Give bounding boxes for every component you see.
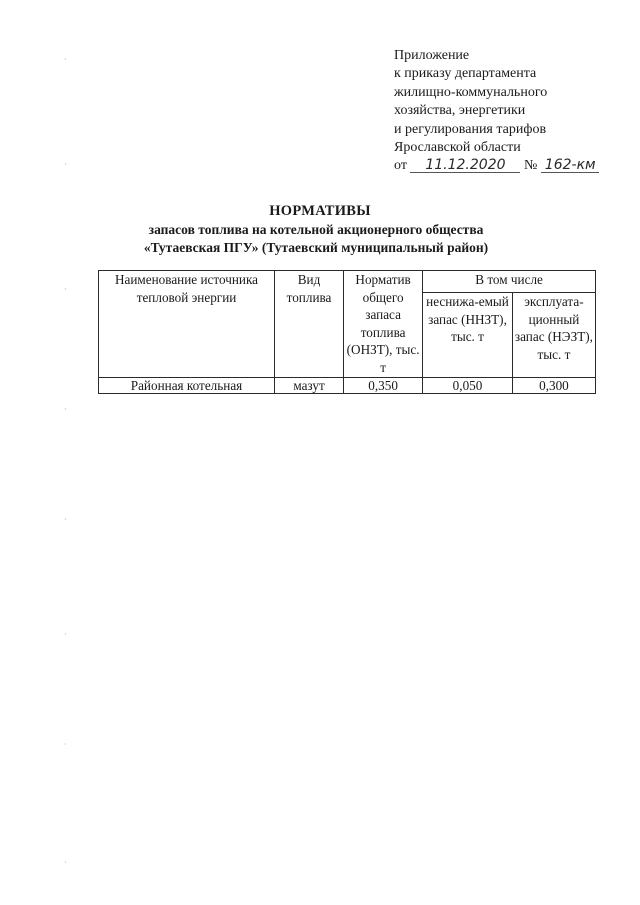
scan-speck: · <box>64 740 67 749</box>
document-title: НОРМАТИВЫ <box>269 203 371 219</box>
table-row <box>99 377 596 393</box>
cell-normative: 0,350 <box>344 377 423 393</box>
order-reference <box>394 157 634 175</box>
from-label: от <box>394 158 407 174</box>
appendix-line: Ярославской области <box>394 140 521 156</box>
header-fuel-type: Вид топлива <box>275 271 344 378</box>
scan-speck: · <box>64 285 67 294</box>
cell-fuel-type: мазут <box>275 377 344 393</box>
handwritten-number: 162-км <box>541 158 599 173</box>
cell-nnzt: 0,050 <box>423 377 513 393</box>
scan-speck: · <box>64 515 67 524</box>
header-source: Наименование источника тепловой энергии <box>99 271 275 378</box>
handwritten-date: 11.12.2020 <box>410 158 520 173</box>
appendix-line: жилищно-коммунального <box>394 84 548 100</box>
appendix-line: хозяйства, энергетики <box>394 103 526 119</box>
header-normative: Норматив общего запаса топлива (ОНЗТ), тыс. т <box>344 271 423 378</box>
header-nezt: эксплуата-ционный запас (НЭЗТ), тыс. т <box>512 293 595 378</box>
fuel-norms-table <box>98 270 596 394</box>
appendix-line: Приложение <box>394 48 470 63</box>
header-nnzt: неснижа-емый запас (ННЗТ), тыс. т <box>423 293 513 378</box>
scan-speck: · <box>64 630 67 639</box>
scan-speck: · <box>64 405 67 414</box>
header-including: В том числе <box>423 271 596 293</box>
document-subtitle-line-1: запасов топлива на котельной акционерного общества <box>148 222 484 237</box>
cell-source: Районная котельная <box>99 377 275 393</box>
appendix-block <box>394 47 634 176</box>
number-label: № <box>523 158 538 174</box>
table-header-row <box>99 271 596 293</box>
appendix-line: и регулирования тарифов <box>394 121 547 137</box>
cell-nezt: 0,300 <box>512 377 595 393</box>
appendix-line: к приказу департамента <box>394 66 537 82</box>
scan-speck: · <box>64 55 67 64</box>
scan-speck: · <box>64 160 67 169</box>
document-subtitle-line-2: «Тутаевская ПГУ» (Тутаевский муниципальный район) <box>143 240 489 255</box>
scan-speck: · <box>64 858 67 867</box>
